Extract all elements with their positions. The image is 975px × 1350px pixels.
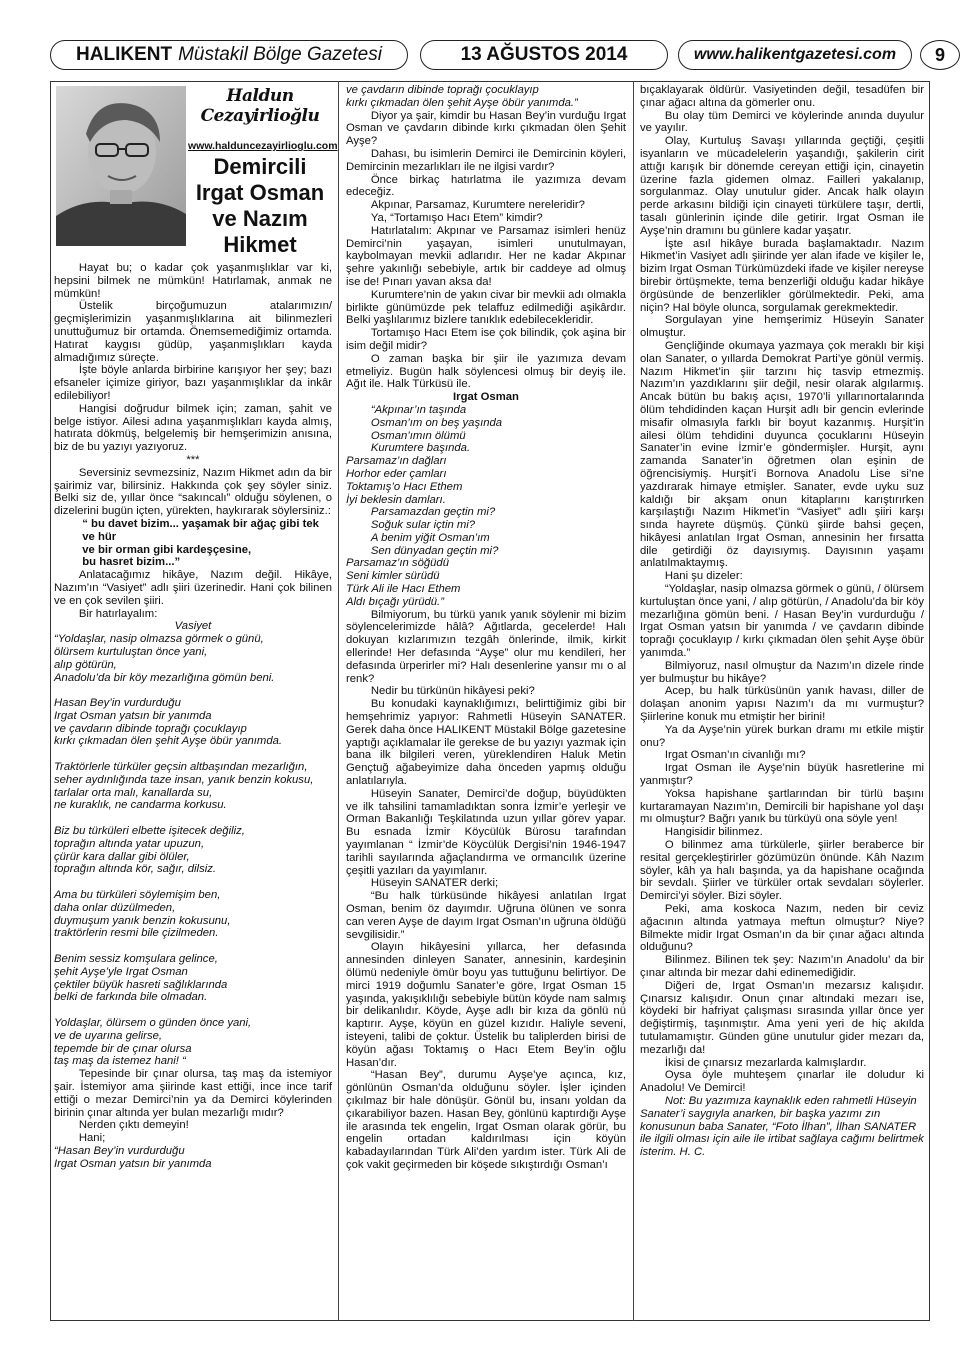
paragraph: Aldı bıçağı yürüdü.” [346,595,444,608]
paragraph: belki de farkında bile olmadan. [54,991,208,1004]
paragraph: ölürsem kurtuluştan önce yani, [54,645,208,658]
column-1 [54,262,332,1171]
paragraph: Toktamış’o Hacı Ethem [346,480,463,493]
paragraph: Benim sessiz komşulara gelince, [54,953,218,966]
paragraph: toprağın altında yatar upuzun, [54,837,205,850]
paragraph: Diyor ya şair, kimdir bu Hasan Bey’in vurduğu Irgat Osman ve çavdarın dibinde kırkı çıkmadan ölen Şehit Ayşe? [346,109,626,148]
paragraph: Anadolu’da bir köy mezarlığına gömün beni. [54,671,275,684]
paragraph: “Yoldaşlar, nasip olmazsa görmek o günü, / ölürsem kurtuluştan önce yani, / alıp götürün, / Anadolu’da bir köy mezarlığına gömün beni. / Hasan Bey’in vurdurduğu / Irgat Osman yatsın bir yanımda / ve çavdarın dibinde toprağı çocuklayıp / kırkı çıkmadan ölen şehit Ayşe öbür yanımda.” [640,583,924,660]
paragraph: Türk Ali ile Hacı Ethem [346,583,461,596]
paragraph: taş maş da istemez hani! “ [54,1055,186,1068]
paragraph: Bilmiyoruz, nasıl olmuştur da Nazım’ın dizele rinde yer bulmuştur bu hikâye? [640,659,924,685]
paragraph [54,812,332,825]
paragraph: Seversiniz sevmezsiniz, Nazım Hikmet adın da bir şairimiz var, bilirsiniz. Hakkında çok şey söyler siniz. Belki siz de, yıllar önce “sakıncalı” olduğu söylenen, o dizelerini bugün içten, yürekten, haykırarak söylersiniz.: [54,466,332,518]
paragraph: Parsamaz’ın söğüdü [346,557,449,570]
paragraph: İyi beklesin damları. [346,493,446,506]
paragraph: “Hasan Bey’in vurdurduğu [54,1144,185,1157]
paragraph: Bu konudaki kaynaklığımızı, belirttiğimiz gibi bir hemşehrimiz yapıyor: Rahmetli Hüseyin SANATER. Gerek daha önce HALIKENT Müstakil Bölge gazetesine yaptığı açıklamalar ile gerekse de bu yazıyı yazmak için bana ilk bilgileri veren, yüreklendiren Haluk Metin Gençtuğ ağabeyimize daha önceden yapmış olduğu anlatılarıyla. [346,698,626,788]
paragraph: A benim yiğit Osman’ım [370,531,490,544]
paragraph: Acep, bu halk türküsünün yanık havası, diller de dolaşan anonim yapısı Nazım’ı da mı vurmuştur? Şiirlerine konuk mu etmiştir her birini! [640,685,924,724]
paragraph: ve çavdarın dibinde toprağı çocuklayıp [54,722,247,735]
paragraph: Önce birkaç hatırlatma ile yazımıza devam edeceğiz. [346,173,626,199]
paragraph: çektiler büyük hasreti sağlıklarında [54,978,228,991]
paragraph: Not: Bu yazımıza kaynaklık eden rahmetli Hüseyin Sanater’i saygıyla anarken, bir başka yazımı zın konusunun baba Sanater, “Foto İlhan”, İlhan SANATER ile ilgili olması için aile ile irtibat sağlaya cağımı belirtmek isterim. H. C. [640,1094,924,1159]
paragraph [54,876,332,889]
issue-date: 13 AĞUSTOS 2014 [420,40,668,70]
paragraph: Hani şu dizeler: [664,570,743,583]
paragraph: Bilmiyorum, bu türkü yanık yanık söylenir mi bizim söylencelerimizde hâlâ? Ağıtlarda, gecelerde! Halı dokuyan kızlarımızın tezgâh önlerinde, ilmik, kirkit ellerinde! Her defasında “Ayşe” olur mu kendileri, her defasında ürperirler mi? Halı desenlerine yansır mı o al renk? [346,608,626,685]
paragraph: “Yoldaşlar, nasip olmazsa görmek o günü, [54,633,264,646]
author-photo [56,86,186,246]
author-website[interactable]: www.halduncezayirlioglu.com [188,140,338,152]
brand-bold: HALIKENT [76,44,173,65]
paragraph: Tepesinde bir çınar olursa, taş maş da istemiyor şair. İstemiyor ama şiirinde kast ettiği, ince ince tarif ettiği o mezar Demirci’nin ya da Demirci köylerinden birinin çınar altında yer bulan mezarlığı mıdır? [54,1068,332,1119]
paragraph: Osman’ımın ölümü [370,429,466,442]
paragraph: Hangisi doğrudur bilmek için; zaman, şahit ve belge istiyor. Ailesi adına yaşanmışlıkları kayda almış, hatırata dökmüş, belgelemiş bir hemşerimizin anısına, biz de bu yazıyı yazıyoruz. [54,402,332,454]
paragraph [54,940,332,953]
masthead [50,40,945,74]
paragraph: Hani; [78,1132,106,1145]
article-title: Demircili Irgat Osman ve Nazım Hikmet [195,154,325,257]
paragraph: Irgat Osman yatsın bir yanımda [54,1157,212,1170]
paragraph: Soğuk sular içtin mi? [370,519,476,532]
paragraph: kırkı çıkmadan ölen şehit Ayşe öbür yanımda. [54,735,283,748]
paragraph: İkisi de çınarsız mezarlarda kalmışlardır. [664,1056,867,1069]
paragraph: O zaman başka bir şiir ile yazımıza devam etmeliyiz. Bugün halk söylencesi olmuş bir deyiş ile. Ağıt ile. Halk Türküsü ile. [346,352,626,391]
paragraph: Bir hatırlayalım: [78,607,158,620]
paragraph: Kurumtere başında. [370,442,471,455]
paragraph: tarlalar orta malı, kanallarda su, [54,786,213,799]
paragraph: bu hasret bizim...” [82,556,181,569]
paragraph: Hüseyin SANATER derki; [370,877,499,890]
paragraph: Anlatacağımız hikâye, Nazım değil. Hikâye, Nazım’ın “Vasiyet” adlı şiiri üzerinedir. Hani çok bilinen ve en çok sevilen şiiri. [54,569,332,607]
paragraph: Kurumtere’nin de yakın civar bir mevkii adı olmakla birlikte günümüzde pek telaffuz edilmediği aşikârdır. Belki yaşlılarımız bizlere tanıklık edebilecekleridir. [346,288,626,327]
paragraph: çürür kara dallar gibi ölüler, [54,850,190,863]
paragraph: Hasan Bey’in vurdurduğu [54,697,181,710]
paragraph: İşte böyle anlarda birbirine karışıyor her şey; bazı efsaneler içimize giriyor, bazı yaşanmışlıklar da inkâr edilebiliyor! [54,364,332,402]
paragraph: Parsamazdan geçtin mi? [370,506,496,519]
paragraph: Üstelik birçoğumuzun atalarımızın/ geçmişlerimizin yaşanmışlıklarına ait bilinmezleri unuttuğumuz bir ortamda. Önemsemediğimiz ortamda. Hatırat kaygısı güdüp, yaşanmışlıkları kayda almadığımız süreçte. [54,300,332,364]
paragraph: Ama bu türküleri söylemişim ben, [54,889,221,902]
paragraph: daha onlar düzülmeden, [54,901,176,914]
paragraph: Dahası, bu isimlerin Demirci ile Demircinin köyleri, Demircinin mezarlıkları ile ne ilgisi vardır? [346,147,626,173]
paragraph: Peki, ama koskoca Nazım, neden bir ceviz ağacının altında yatmaya meftun olmuştur? Niye? Bilmekte midir Irgat Osman’ın da bir çınar ağacı altında olduğunu? [640,903,924,954]
paragraph: Hüseyin Sanater, Demirci’de doğup, büyüdükten ve ilk tahsilini tamamladıktan sonra İzmir’e yerleşir ve Orman Bakanlığı Teşkilatında uzun yıllar görev yapar. Bu esnada İzmir Köycülük Bürosu tarafından yayımlanan “ İzmir’de Köycülük Dergisi’nin 1946-1947 tarihli sayılarında ağaçlandırma ve ormancılık üzerine çeşitli yazıları da yayımlanır. [346,787,626,877]
paragraph [54,1004,332,1017]
paragraph: tepemde bir de çınar olursa [54,1042,192,1055]
paragraph: Oysa öyle muhteşem çınarlar ile doludur ki Anadolu! Ve Demirci! [640,1069,924,1095]
newspaper-name [50,40,408,70]
paragraph: Irgat Osman yatsın bir yanımda [54,709,212,722]
paragraph: “Bu halk türküsünde hikâyesi anlatılan Irgat Osman, benim öz dayımdır. Uğruna ölünen ve sonra can veren Ayşe de dayım Irgat Osman’ın uğruna öldüğü sevgilisidir.” [346,890,626,941]
paragraph: Akpınar, Parsamaz, Kurumtere nereleridir? [370,199,585,212]
paragraph [54,748,332,761]
paragraph: *** [186,453,200,466]
paragraph: Osman’ım on beş yaşında [370,416,503,429]
paragraph: “Akpınar’ın taşında [370,403,467,416]
paragraph: Gençliğinde okumaya yazmaya çok meraklı bir kişi olan Sanater, o yıllarda Demokrat Parti’ye gönül vermiş. Nazım Hikmet’in şiir tarzını hiç tasvip etmezmiş. Nazım’ın yazdıklarını şiir değil, nesir olarak algılarmış. Ancak bütün bu bakış açısı, 1970’li yıllarınortalarında ölüm tehdidinden kaçan Hurşit adlı bir gencin evlerinde misafir olmasıyla farklı bir boyut kazanmış. Hurşit’in ailesi ölüm tehdidini duyunca çocuklarını Hüseyin Sanater’in evine İzmir’e göndermişler. Hurşit, aynı zamanda Sanater’in öğretmen olan eşinin de öğrencisiymiş. Hurşit’i Bornova Anadolu Lise si’ne yazdırarak himaye etmişler. Sanater, evde uyku suz kaldığı bir akşam onun kitaplarını karıştırırken karşılaştığı Nazım Hikmet’in “Vasiyet” adlı şiiri karşı sında hayrete düşmüş. Çünkü şiirde bahsi geçen, hikâyesi anlatılan Irgat Osman, annesinin her fırsatta dile getirdiği öz dayısıymış. Dayısının yaşamı anlatılmaktaymış. [640,339,924,570]
article-header [188,86,338,258]
paragraph: Olayın hikâyesini yıllarca, her defasında annesinden dinleyen Sanater, annesinin, kardeşinin ölümü nedeniyle ömür boyu yas tuttuğunu belirtiyor. De mirci 1919 doğumlu Sanater’e göre, Irgat Osman 15 yaşında, yakışıklılığı sebebiyle bütün köyde nam salmış bir delikanlıdır. Köyde, Ayşe adlı bir kıza da gönlü nü kaptırır. Ayşe, köyün en güzel kızıdır. Haliyle seveni, isteyeni, talibi de çoktur. Üstelik bu taliplerden birisi de köyün ağası Toktamış o Hacı Etem Bey’in oğlu Hasan’dır. [346,941,626,1069]
column-divider [633,81,634,1321]
column-2 [346,84,626,1172]
paragraph: Biz bu türküleri elbette işitecek değiliz, [54,825,245,838]
paragraph: Hayat bu; o kadar çok yaşanmışlıklar var ki, hepsini bilmek ne mümkün! Hatırlamak, anmak ne mümkün! [54,262,332,300]
paragraph: ne kuraklık, ne candarma korkusu. [54,799,227,812]
author-name: Haldun Cezayirlioğlu [200,86,320,126]
paragraph: “ bu davet bizim... yaşamak bir ağaç gibi tek ve hür [82,517,319,543]
paragraph: Horhor eder çamları [346,467,447,480]
paragraph: Hatırlatalım: Akpınar ve Parsamaz isimleri henüz Demirci’nin yaşayan, isimleri unutulmayan, kaybolmayan mevkii adlarıdır. Her ne kadar Akpınar şehre yakınlığı sebebiyle, artık bir caddeye ad olmuş ise de! Pınarı yavan aksa da! [346,224,626,288]
paragraph: Parsamaz’ın dağları [346,455,447,468]
paragraph: Tortamışo Hacı Etem ise çok bilindik, çok aşina bir isim değil midir? [346,327,626,352]
paragraph: Bilinmez. Bilinen tek şey: Nazım’ın Anadolu’ da bir çınar altında bir mezar dahi edinemediğidir. [640,954,924,979]
paragraph: traktörlerin resmi bile çizilmeden. [54,927,219,940]
paragraph: Irgat Osman’ın civanlığı mı? [664,749,806,762]
paragraph: Ya da Ayşe’nin yürek burkan dramı mı etkile miştir onu? [640,723,924,749]
paragraph: Olay, Kurtuluş Savaşı yıllarında geçtiği, çeşitli isyanların ve mücadelelerin yaşandığı, şakilerin cirit attığı karışık bir dönemde cereyan ettiği için, cinayetin üzerine fazla gidemen olmaz. Failleri yakalanıp, sorgulanmaz. Olay unutulur gider. Ancak halk olayın perde arkasını bildiği için cinayeti türkülere taşır, dertli, tasalı günlerinin içinde dile getirir. Irgat Osman ile Ayşe’nin dramını bu günlere kadar yaşatır. [640,135,924,237]
paragraph: O bilinmez ama türkülerle, şiirler beraberce bir resital gerçekleştirirler gözümüzün önünde. Kâh Nazım söyler, kâh ya halı başında, ya da hapishane ocağında bir sevdalı. Şiirler ve türküler ortak sevdaları söylerler. Demirci’yi söyler. Bizi söyler. [640,839,924,903]
paragraph [54,684,332,697]
paragraph: ve çavdarın dibinde toprağı çocuklayıp [346,84,539,96]
paragraph: toprağın altında kör, sağır, dilsiz. [54,863,217,876]
paragraph: “Hasan Bey”, durumu Ayşe’ye açınca, kız, gönlünün Osman’da olduğunu söyler. İşler içinden çıkılmaz bir hale dönüşür. Gönül bu, insanı yoldan da çıkarabiliyor bazen. Hasan Bey, gönlünü kaptırdığı Ayşe ile arasında tek engelin, Irgat Osman olarak görür, bu engelin ortadan kaldırılması için köyün kabadayılarından Türk Ali’den yardım ister. Türk Ali de çok vakit geçirmeden bir köşede sıkıştırdığı Osman’ı [346,1069,626,1171]
paragraph: Irgat Osman ile Ayşe’nin büyük hasretlerine mi yanmıştır? [640,762,924,788]
paragraph: Hangisidir bilinmez. [664,826,763,839]
paragraph: Sen dünyadan geçtin mi? [370,544,499,557]
paragraph: Vasiyet [174,620,212,633]
paragraph: Diğeri de, Irgat Osman’ın mezarsız kalışıdır. Çınarsız kalışıdır. Onun çınar altındaki mezarı ise, köydeki bir hafriyat çalışması sırasında yıllar önce yer değiştirmiş, taşınmıştır. Ama yeni yeri de hiç akılda tutulamamıştır. Günden güne unutulur gider mezarı da, mezarlığı da! [640,979,924,1056]
paragraph: seher aydınlığında taze insan, yanık benzin kokusu, [54,773,314,786]
paragraph: duymuşum yanık benzin kokusunu, [54,914,231,927]
paragraph: İşte asıl hikâye burada başlamaktadır. Nazım Hikmet’in Vasiyet adlı şiirinde yer alan ifade ve kişiler le, bizim Irgat Osman Türkümüzdeki ifade ve kişiler nereyse birebir örtüşmekte, tema benzerliği olduğu kadar hikâye örgüsünde de benzerlikler görülmektedir. Peki, ama niçin? Hal böyle olunca, sorgulamak gerekmektedir. [640,237,924,314]
paragraph: alıp götürün, [54,658,117,671]
paragraph: ve de uyarına gelirse, [54,1029,163,1042]
paragraph: Nerden çıktı demeyin! [78,1119,189,1132]
paragraph: Nedir bu türkünün hikâyesi peki? [370,685,535,698]
column-divider [338,81,339,1321]
column-3 [640,84,924,1159]
paragraph: ve bir orman gibi kardeşçesine, [82,543,252,556]
paragraph: Yoksa hapishane şartlarından bir türlü başını kurtaramayan Nazım’ın, Demircili bir hapishane yol daşı mı olmuştur? Bağrı yanık bu türküyü ona söyle yen! [640,787,924,826]
website-link[interactable]: www.halikentgazetesi.com [678,40,912,70]
paragraph: Seni kimler sürüdü [346,570,440,583]
brand-subtitle: Müstakil Bölge Gazetesi [178,44,382,65]
paragraph: Traktörlerle türküler geçsin altbaşından mezarlığın, [54,761,308,774]
paragraph: şehit Ayşe’yle Irgat Osman [54,965,188,978]
page-number: 9 [920,40,960,70]
paragraph: Ya, “Tortamışo Hacı Etem” kimdir? [370,211,543,224]
paragraph: bıçaklayarak öldürür. Vasiyetinden değil, tesadüfen bir çınar ağacı altına da gömerler onu. [640,84,924,109]
paragraph: Sorgulayan yine hemşerimiz Hüseyin Sanater olmuştur. [640,314,924,340]
paragraph: Yoldaşlar, ölürsem o günden önce yani, [54,1017,252,1030]
paragraph: Bu olay tüm Demirci ve köylerinde anında duyulur ve yayılır. [640,109,924,135]
paragraph: kırkı çıkmadan ölen şehit Ayşe öbür yanımda.” [346,96,578,109]
paragraph: Irgat Osman [453,391,519,404]
